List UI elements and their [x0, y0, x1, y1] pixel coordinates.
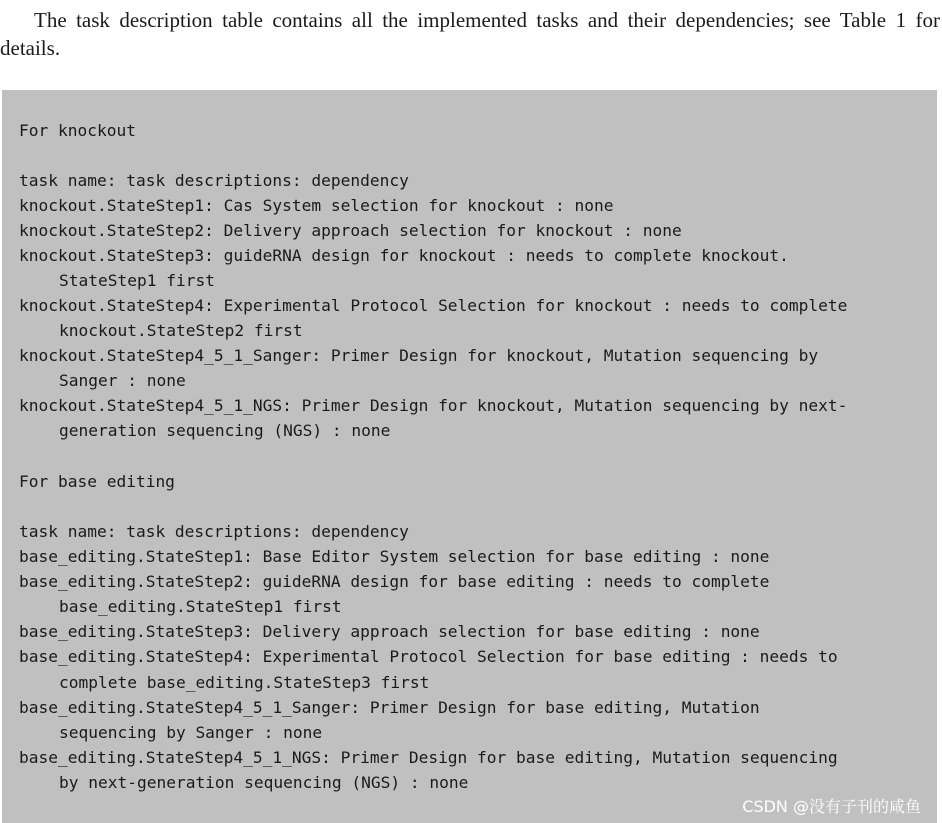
code-line: base_editing.StateStep4_5_1_Sanger: Primer Design for base editing, Mutation: [19, 698, 760, 717]
code-line-continuation: generation sequencing (NGS) : none: [59, 421, 391, 440]
code-block: [2, 90, 937, 823]
code-line: base_editing.StateStep4_5_1_NGS: Primer Design for base editing, Mutation sequencing: [19, 748, 838, 767]
code-line-continuation: sequencing by Sanger : none: [59, 723, 323, 742]
code-line: knockout.StateStep4_5_1_NGS: Primer Design for knockout, Mutation sequencing by next-: [19, 396, 848, 415]
code-line: base_editing.StateStep4: Experimental Protocol Selection for base editing : needs to: [19, 647, 838, 666]
code-line: task name: task descriptions: dependency: [19, 522, 409, 541]
code-line: knockout.StateStep3: guideRNA design for knockout : needs to complete knockout.: [19, 246, 789, 265]
code-line-continuation: by next-generation sequencing (NGS) : none: [59, 773, 469, 792]
intro-paragraph: The task description table contains all the implemented tasks and their dependencies; see Table 1 for details.: [0, 8, 940, 60]
section-heading-base-editing: For base editing: [19, 472, 175, 491]
code-line: knockout.StateStep2: Delivery approach selection for knockout : none: [19, 221, 682, 240]
code-line-continuation: StateStep1 first: [59, 271, 215, 290]
code-line: knockout.StateStep4: Experimental Protocol Selection for knockout : needs to complete: [19, 296, 848, 315]
code-line-continuation: knockout.StateStep2 first: [59, 321, 303, 340]
code-line: base_editing.StateStep1: Base Editor System selection for base editing : none: [19, 547, 770, 566]
section-heading-knockout: For knockout: [19, 121, 136, 140]
code-line-continuation: Sanger : none: [59, 371, 186, 390]
code-line-continuation: complete base_editing.StateStep3 first: [59, 673, 430, 692]
code-line-continuation: base_editing.StateStep1 first: [59, 597, 342, 616]
code-line: knockout.StateStep4_5_1_Sanger: Primer Design for knockout, Mutation sequencing by: [19, 346, 819, 365]
code-line: task name: task descriptions: dependency: [19, 171, 409, 190]
watermark: CSDN @没有子刊的咸鱼: [742, 797, 921, 816]
code-line: base_editing.StateStep3: Delivery approach selection for base editing : none: [19, 622, 760, 641]
code-line: knockout.StateStep1: Cas System selection for knockout : none: [19, 196, 614, 215]
code-line: base_editing.StateStep2: guideRNA design for base editing : needs to complete: [19, 572, 770, 591]
